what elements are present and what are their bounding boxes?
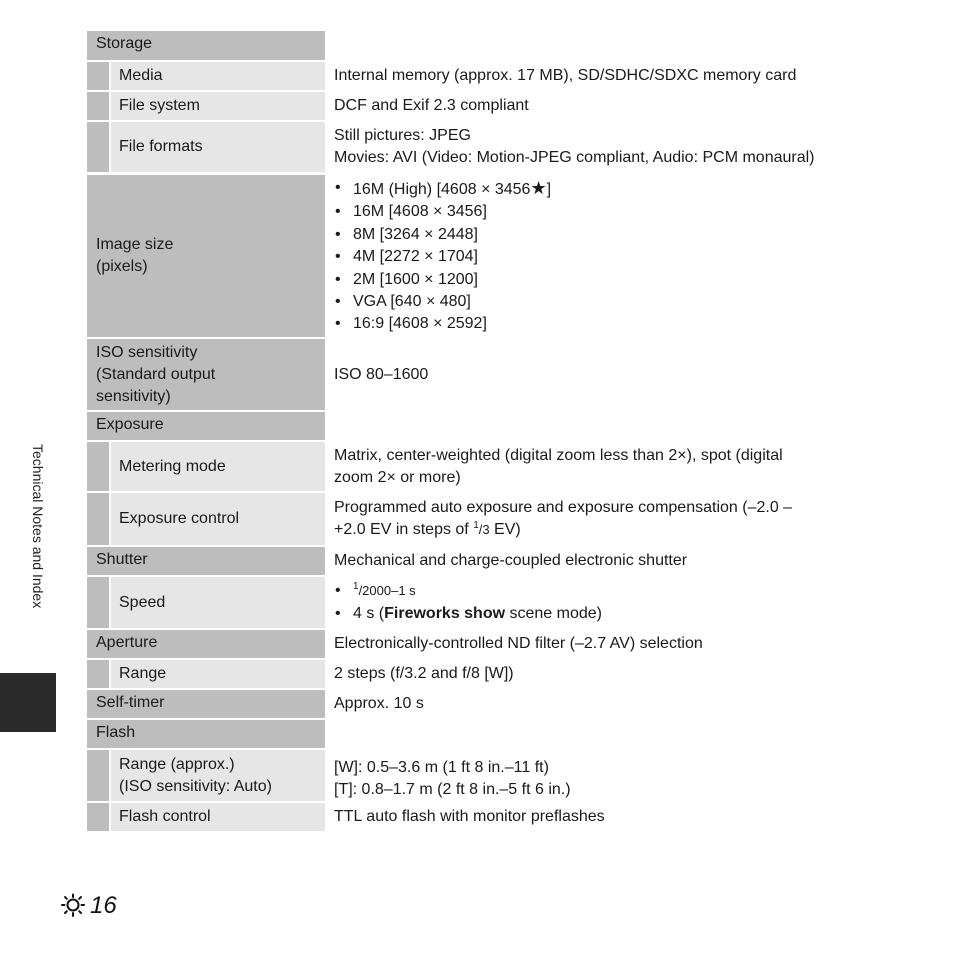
storage-label: Storage <box>87 31 325 60</box>
list-item: • $^1$/2000–1 s <box>334 580 858 602</box>
metering-value: Matrix, center-weighted (digital zoom less than 2×), spot (digital zoom 2× or more) <box>334 446 783 486</box>
page-number: 16 <box>60 892 117 920</box>
media-value: Internal memory (approx. 17 MB), SD/SDHC/SDXC memory card <box>334 67 797 84</box>
aperture-label: Aperture <box>87 630 325 658</box>
iso-label: ISO sensitivity (Standard output sensitivity) <box>87 339 325 410</box>
aperture-range-row <box>87 660 867 688</box>
speed-row <box>87 577 867 628</box>
flash-header-row <box>87 720 867 748</box>
image-size-label: Image size (pixels) <box>87 175 325 337</box>
spec-table <box>87 31 867 831</box>
file-formats-line2: Movies: AVI (Video: Motion-JPEG compliant, Audio: PCM monaural) <box>334 149 815 166</box>
image-size-list <box>334 177 858 336</box>
list-item: • 2M [1600 × 1200] <box>334 269 858 291</box>
list-item: • 16:9 [4608 × 2592] <box>334 313 858 335</box>
file-system-row <box>87 92 867 120</box>
image-size-value <box>325 175 867 337</box>
iso-value: ISO 80–1600 <box>334 365 429 383</box>
list-item: • VGA [640 × 480] <box>334 291 858 313</box>
exposure-label: Exposure <box>87 412 325 440</box>
flash-label: Flash <box>87 720 325 748</box>
file-formats-value <box>325 122 867 172</box>
exposure-control-value: Programmed auto exposure and exposure compensation (–2.0 – +2.0 EV in steps of $^1$/3 EV) <box>334 499 793 538</box>
iso-row <box>87 339 867 410</box>
speed-value <box>325 577 867 628</box>
list-item: • 4 s (Fireworks show scene mode) <box>334 603 858 625</box>
shutter-row <box>87 547 867 575</box>
section-side-label: Technical Notes and Index <box>30 444 46 609</box>
exposure-control-label: Exposure control <box>111 493 325 545</box>
list-item: • 8M [3264 × 2448] <box>334 224 858 246</box>
self-timer-value: Approx. 10 s <box>334 695 424 712</box>
shutter-label: Shutter <box>87 547 325 575</box>
speed-label: Speed <box>111 577 325 628</box>
metering-label: Metering mode <box>111 442 325 491</box>
aperture-range-label: Range <box>111 660 325 688</box>
self-timer-label: Self-timer <box>87 690 325 718</box>
file-formats-row <box>87 122 867 172</box>
flash-control-row <box>87 803 867 831</box>
exposure-header-row <box>87 412 867 440</box>
file-formats-line1: Still pictures: JPEG <box>334 127 471 144</box>
media-row <box>87 62 867 90</box>
flash-range-value: [W]: 0.5–3.6 m (1 ft 8 in.–11 ft) [T]: 0.8–1.7 m (2 ft 8 in.–5 ft 6 in.) <box>334 758 571 798</box>
shutter-value: Mechanical and charge-coupled electronic shutter <box>334 552 688 569</box>
file-formats-label: File formats <box>111 122 325 172</box>
list-item: • 16M [4608 × 3456] <box>334 201 858 223</box>
file-system-value: DCF and Exif 2.3 compliant <box>334 97 529 114</box>
aperture-value: Electronically-controlled ND filter (–2.7 AV) selection <box>334 635 703 652</box>
file-system-label: File system <box>111 92 325 120</box>
image-size-row <box>87 175 867 337</box>
metering-row <box>87 442 867 491</box>
star-icon: ★ <box>530 178 547 198</box>
section-tab-marker <box>0 673 56 732</box>
technical-notes-icon <box>60 893 88 919</box>
flash-range-row <box>87 750 867 801</box>
list-item: • 4M [2272 × 1704] <box>334 246 858 268</box>
aperture-range-value: 2 steps (f/3.2 and f/8 [W]) <box>334 665 514 682</box>
exposure-control-row <box>87 493 867 545</box>
flash-control-value: TTL auto flash with monitor preflashes <box>334 808 605 825</box>
flash-range-label: Range (approx.) (ISO sensitivity: Auto) <box>111 750 325 801</box>
fireworks-show-mode: Fireworks show <box>384 604 506 622</box>
storage-header-row <box>87 31 867 60</box>
list-item: • 16M (High) [4608 × 3456★] <box>334 177 858 201</box>
self-timer-row <box>87 690 867 718</box>
aperture-row <box>87 630 867 658</box>
flash-control-label: Flash control <box>111 803 325 831</box>
media-label: Media <box>111 62 325 90</box>
